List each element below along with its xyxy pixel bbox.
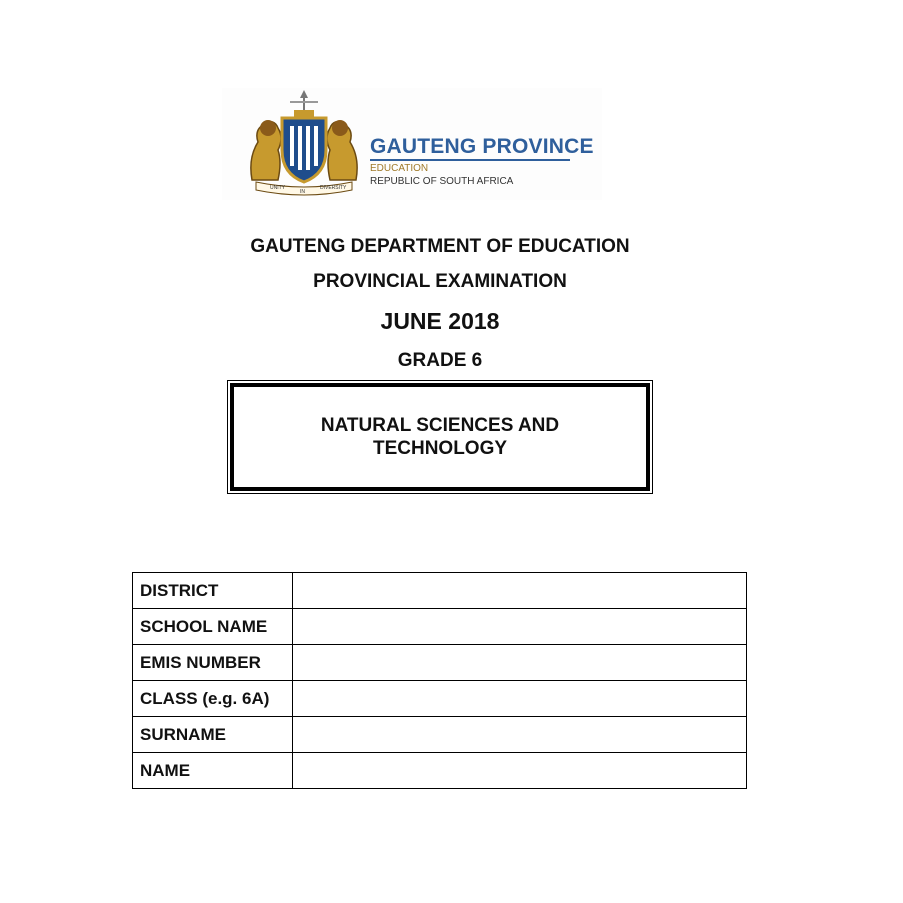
- school-name-label: SCHOOL NAME: [133, 609, 293, 645]
- svg-text:IN: IN: [300, 189, 305, 195]
- exam-type: PROVINCIAL EXAMINATION: [313, 271, 567, 292]
- department-title: GAUTENG DEPARTMENT OF EDUCATION: [250, 236, 630, 257]
- emis-number-field[interactable]: [293, 645, 747, 681]
- table-row: [133, 573, 747, 609]
- subject-line-1: NATURAL SCIENCES AND: [320, 415, 560, 436]
- school-name-field[interactable]: [293, 609, 747, 645]
- coat-of-arms-icon: [234, 88, 374, 200]
- logo-text: [370, 136, 594, 187]
- table-row: [133, 753, 747, 789]
- table-row: [133, 609, 747, 645]
- logo-divider: [370, 159, 570, 161]
- name-field[interactable]: [293, 753, 747, 789]
- table-row: [133, 717, 747, 753]
- class-field[interactable]: [293, 681, 747, 717]
- logo-subtitle-education: EDUCATION: [370, 163, 429, 174]
- surname-label: SURNAME: [133, 717, 293, 753]
- grade-label: GRADE 6: [397, 350, 483, 371]
- gauteng-logo: [222, 88, 602, 200]
- district-label: DISTRICT: [133, 573, 293, 609]
- logo-subtitle-country: REPUBLIC OF SOUTH AFRICA: [370, 176, 514, 187]
- surname-field[interactable]: [293, 717, 747, 753]
- emis-number-label: EMIS NUMBER: [133, 645, 293, 681]
- exam-date: JUNE 2018: [380, 308, 500, 334]
- table-row: [133, 645, 747, 681]
- district-field[interactable]: [293, 573, 747, 609]
- logo-title: GAUTENG PROVINCE: [370, 135, 594, 158]
- learner-info-table: [132, 572, 747, 789]
- name-label: NAME: [133, 753, 293, 789]
- svg-text:UNITY: UNITY: [270, 185, 285, 191]
- class-label: CLASS (e.g. 6A): [133, 681, 293, 717]
- table-row: [133, 681, 747, 717]
- svg-text:DIVERSITY: DIVERSITY: [320, 185, 347, 191]
- subject-line-2: TECHNOLOGY: [372, 438, 508, 459]
- subject-box: [230, 383, 650, 491]
